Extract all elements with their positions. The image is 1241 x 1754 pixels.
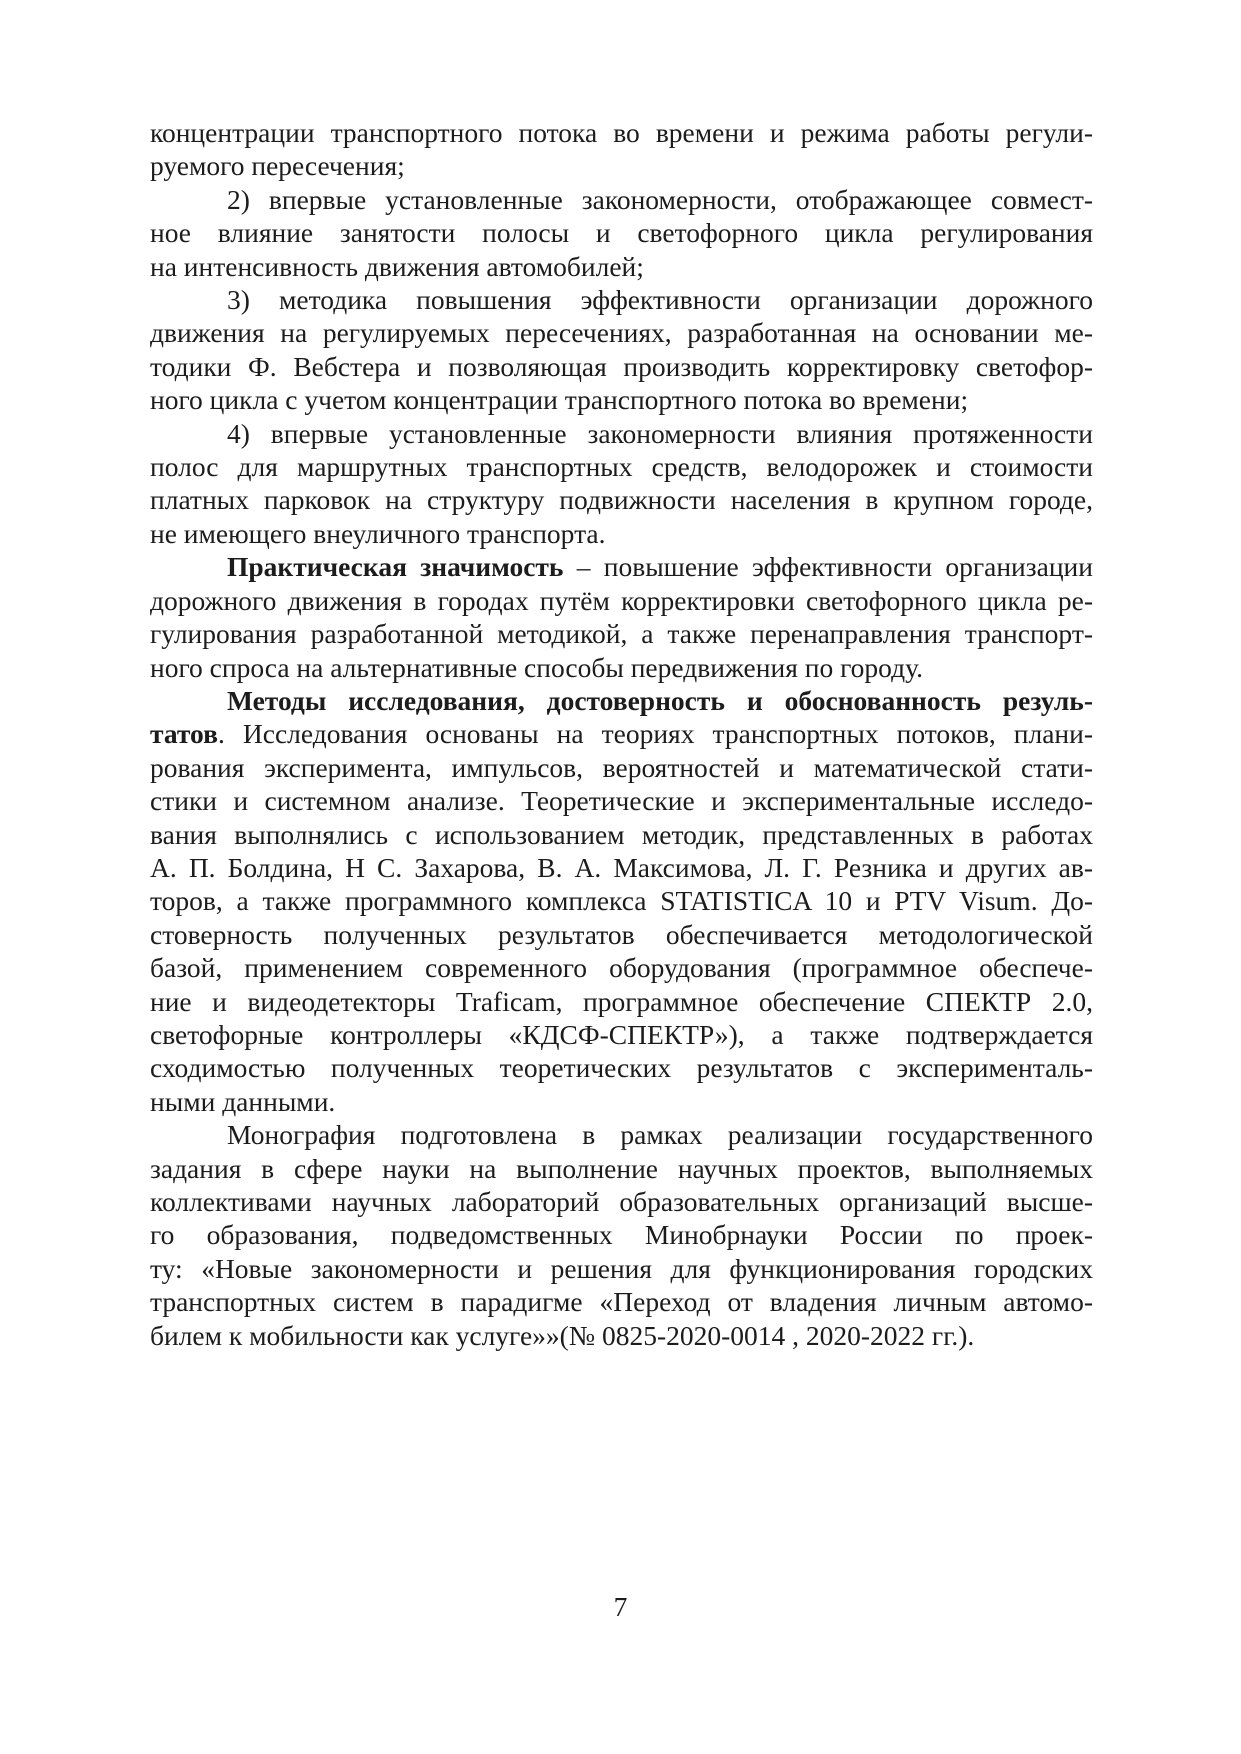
- section-heading-continuation: татов: [150, 718, 218, 750]
- text-fragment: . Исследования основаны на теориях транспортных потоков, плани-: [217, 718, 1093, 750]
- text-line: рования эксперимента, импульсов, вероятностей и математической стати-: [150, 751, 1093, 783]
- list-item-2: [150, 183, 1093, 283]
- section-heading: Практическая значимость: [227, 551, 564, 583]
- text-line: ными данными.: [150, 1085, 336, 1117]
- text-line: движения на регулируемых пересечениях, разработанная на основании ме-: [150, 317, 1093, 349]
- list-item-4: [150, 417, 1093, 551]
- text-line: тодики Ф. Вебстера и позволяющая производить корректировку светофор-: [150, 350, 1093, 382]
- text-line: 3) методика повышения эффективности организации дорожного: [227, 284, 1093, 316]
- text-line: Монография подготовлена в рамках реализации государственного: [227, 1119, 1093, 1151]
- text-line: стики и системном анализе. Теоретические и экспериментальные исследо-: [150, 785, 1093, 817]
- text-line: стоверность полученных результатов обеспечивается методологической: [150, 918, 1093, 950]
- text-line: торов, а также программного комплекса STATISTICA 10 и PTV Visum. До-: [150, 885, 1093, 917]
- text-line: А. П. Болдина, Н С. Захарова, В. А. Максимова, Л. Г. Резника и других ав-: [150, 851, 1093, 883]
- text-line: ное влияние занятости полосы и светофорного цикла регулирования: [150, 217, 1093, 249]
- text-line: вания выполнялись с использованием методик, представленных в работах: [150, 818, 1093, 850]
- text-line: светофорные контроллеры «КДСФ-СПЕКТР»), а также подтверждается: [150, 1018, 1093, 1050]
- research-methods-paragraph: [150, 684, 1093, 1118]
- page-number: 7: [613, 1591, 628, 1622]
- text-fragment: – повышение эффективности организации: [563, 551, 1093, 583]
- page-text: [150, 116, 1093, 1352]
- text-line: ного цикла с учетом концентрации транспортного потока во времени;: [150, 384, 969, 416]
- text-line: задания в сфере науки на выполнение научных проектов, выполняемых: [150, 1152, 1093, 1184]
- funding-paragraph: [150, 1118, 1093, 1352]
- text-line: коллективами научных лабораторий образовательных организаций высше-: [150, 1186, 1093, 1217]
- text-line: [150, 717, 1093, 750]
- text-line: транспортных систем в парадигме «Переход от владения личным автомо-: [150, 1286, 1093, 1318]
- text-line: 4) впервые установленные закономерности влияния протяженности: [227, 417, 1093, 449]
- text-line: [150, 550, 1093, 583]
- text-line: билем к мобильности как услуге»»(№ 0825-2020-0014 , 2020-2022 гг.).: [150, 1319, 975, 1351]
- text-line: дорожного движения в городах путём корректировки светофорного цикла ре-: [150, 584, 1093, 616]
- text-line: го образования, подведомственных Минобрнауки России по проек-: [150, 1219, 1093, 1251]
- text-line: сходимостью полученных теоретических результатов с эксперименталь-: [150, 1052, 1093, 1084]
- section-heading: Методы исследования, достоверность и обоснованность резуль-: [227, 684, 1093, 716]
- text-line: ного спроса на альтернативные способы передвижения по городу.: [150, 651, 923, 683]
- text-line: концентрации транспортного потока во времени и режима работы регули-: [150, 117, 1093, 148]
- text-line: на интенсивность движения автомобилей;: [150, 250, 644, 282]
- text-line: руемого пересечения;: [150, 150, 405, 182]
- text-line: базой, применением современного оборудования (программное обеспече-: [150, 952, 1093, 984]
- text-line: полос для маршрутных транспортных средств, велодорожек и стоимости: [150, 451, 1093, 483]
- text-line: гулирования разработанной методикой, а также перенаправления транспорт-: [150, 618, 1093, 650]
- paragraph-continuation: [150, 116, 1093, 183]
- practical-significance-paragraph: [150, 550, 1093, 684]
- text-line: ту: «Новые закономерности и решения для функционирования городских: [150, 1252, 1093, 1284]
- text-line: 2) впервые установленные закономерности, отображающее совмест-: [227, 183, 1093, 215]
- text-line: не имеющего внеуличного транспорта.: [150, 517, 606, 549]
- text-line: платных парковок на структуру подвижности населения в крупном городе,: [150, 484, 1093, 516]
- text-line: ние и видеодетекторы Traficam, программное обеспечение СПЕКТР 2.0,: [150, 985, 1093, 1017]
- list-item-3: [150, 283, 1093, 417]
